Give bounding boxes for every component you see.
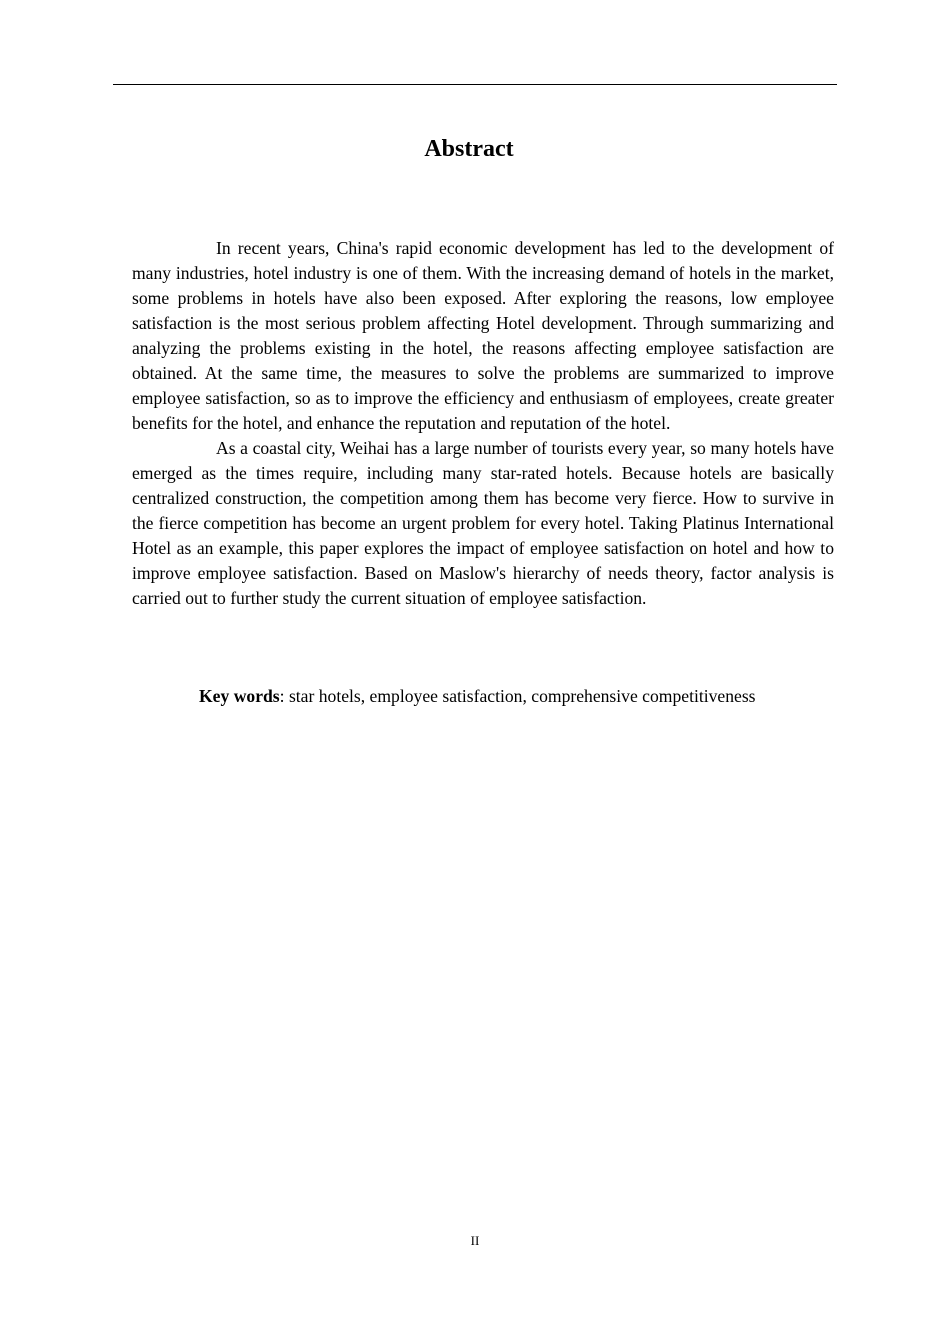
keywords-line xyxy=(199,684,899,709)
header-rule xyxy=(113,84,837,85)
abstract-paragraph-1: In recent years, China's rapid economic development has led to the development of many industries, hotel industry is one of them. With the increasing demand of hotels in the market, some problems in hotels have also been exposed. After exploring the reasons, low employee satisfaction is the most serious problem affecting Hotel development. Through summarizing and analyzing the problems existing in the hotel, the reasons affecting employee satisfaction are obtained. At the same time, the measures to solve the problems are summarized to improve employee satisfaction, so as to improve the efficiency and enthusiasm of employees, create greater benefits for the hotel, and enhance the reputation and reputation of the hotel. xyxy=(132,238,834,433)
abstract-paragraph-2: As a coastal city, Weihai has a large number of tourists every year, so many hotels have emerged as the times require, including many star-rated hotels. Because hotels are basically centralized construction, the competition among them has become very fierce. How to survive in the fierce competition has become an urgent problem for every hotel. Taking Platinus International Hotel as an example, this paper explores the impact of employee satisfaction on hotel and how to improve employee satisfaction. Based on Maslow's hierarchy of needs theory, factor analysis is carried out to further study the current situation of employee satisfaction. xyxy=(132,438,834,608)
keywords-text: star hotels, employee satisfaction, comprehensive competitiveness xyxy=(288,686,756,706)
keywords-label: Key words xyxy=(199,686,280,706)
keywords-separator: : xyxy=(279,686,289,706)
page-title: Abstract xyxy=(424,136,514,162)
page-number: II xyxy=(470,1233,480,1248)
abstract-body xyxy=(132,236,834,611)
